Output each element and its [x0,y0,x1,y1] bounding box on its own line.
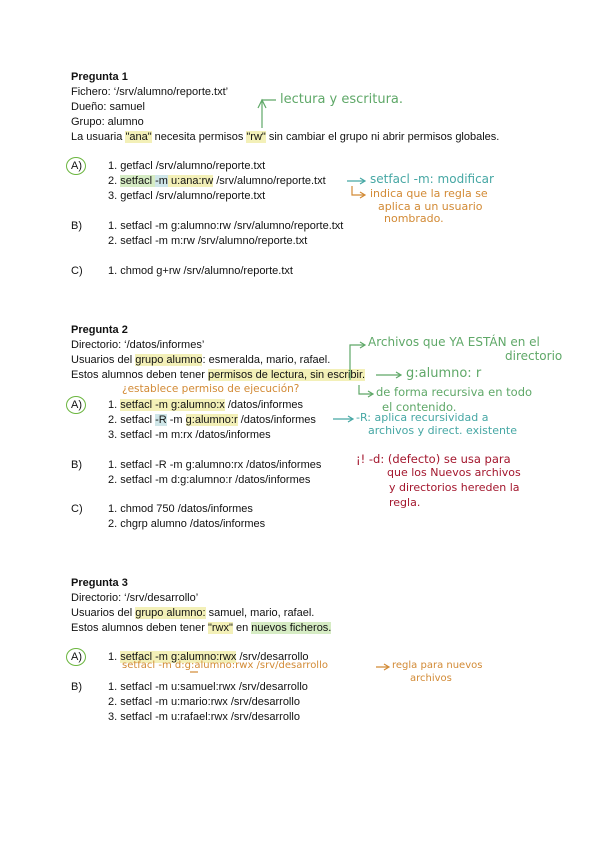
q2-a1-num: 1. [108,399,121,411]
q1-requirement [71,130,499,144]
q3-a1-acl: setfacl -m g:alumno:rwx [120,651,237,663]
q2-requirement [71,368,365,382]
note-ejecucion: ¿establece permiso de ejecución? [122,383,300,395]
q2-c-line-1: 1. chmod 750 /datos/informes [108,503,253,515]
q2-a2-acl: g:alumno:r [185,414,238,426]
hook-recursiva [359,385,373,397]
note-recursiva-1: de forma recursiva en todo [376,385,533,399]
q2-option-b-label: B) [71,459,82,471]
q1-a-line-2 [108,174,326,188]
q1-option-a-label: A) [71,160,82,172]
note-R-1: -R: aplica recursividad a [356,411,489,424]
q3-requirement [71,621,331,635]
q3-users-text-a: Usuarios del [71,607,136,619]
q2-req-text-a: Estos alumnos deben tener [71,369,208,381]
q1-a-line-3: 3. getfacl /srv/alumno/reporte.txt [108,190,266,202]
q1-file-line: Fichero: ‘/srv/alumno/reporte.txt’ [71,86,229,98]
q1-option-c-label: C) [71,265,83,277]
q2-a-line-1 [108,398,303,412]
q1-owner-line: Dueño: samuel [71,101,145,113]
q1-group-line: Grupo: alumno [71,116,144,128]
note-defecto-1: ¡! -d: (defecto) se usa para [356,452,511,466]
q1-a2-setfacl: setfacl [120,175,156,187]
note-defecto-3: y directorios hereden la [389,481,520,494]
q2-users-text-b: : esmeralda, mario, rafael. [202,354,331,366]
arrow-R-note [333,416,353,422]
q1-a2-flag: -m [155,175,168,187]
q3-a1-num: 1. [108,651,121,663]
q1-title: Pregunta 1 [71,71,128,83]
q1-option-b-label: B) [71,220,82,232]
q2-a2-num: 2. [108,414,121,426]
note-regla-1: regla para nuevos [392,660,483,671]
note-archivos-1: Archivos que YA ESTÁN en el [368,335,540,349]
q2-users-group: grupo alumno [135,354,203,366]
q2-b-line-2: 2. setfacl -m d:g:alumno:r /datos/informes [108,474,311,486]
q3-dir-line: Directorio: ‘/srv/desarrollo’ [71,592,199,604]
q2-a1-path: /datos/informes [224,399,304,411]
note-indica-2: aplica a un usuario [378,200,483,213]
q3-a1-path: /srv/desarrollo [236,651,309,663]
q1-req-text-b: necesita permisos [151,131,247,143]
q1-req-perm: "rw" [246,131,266,143]
note-indica-3: nombrado. [384,212,444,225]
note-setfacl-m: setfacl -m: modificar [370,172,494,186]
q2-a2-setfacl: setfacl [120,414,156,426]
q1-req-text-a: La usuaria [71,131,126,143]
q2-title: Pregunta 2 [71,324,128,336]
arrow-galumno [376,372,401,378]
q2-users-text-a: Usuarios del [71,354,136,366]
q3-req-perm: "rwx" [207,622,233,634]
q2-b-line-1: 1. setfacl -R -m g:alumno:rx /datos/informes [108,459,322,471]
q3-req-text-a: Estos alumnos deben tener [71,622,208,634]
note-defecto-2: que los Nuevos archivos [387,466,521,479]
q1-b-line-2: 2. setfacl -m m:rw /srv/alumno/reporte.txt [108,235,308,247]
arrow-lectura [262,100,276,128]
q2-req-highlight: permisos de lectura, sin escribir. [207,369,366,381]
q2-a2-m-flag: -m [166,414,186,426]
q1-req-text-c: sin cambiar el grupo ni abrir permisos globales. [265,131,500,143]
q3-option-a-label: A) [71,651,82,663]
q2-c-line-2: 2. chgrp alumno /datos/informes [108,518,266,530]
arrow-setfacl-note [347,178,365,184]
q1-c-line-1: 1. chmod g+rw /srv/alumno/reporte.txt [108,265,293,277]
note-R-2: archivos y direct. existente [368,424,518,437]
q3-users-text-b: samuel, mario, rafael. [205,607,315,619]
q3-b-line-2: 2. setfacl -m u:mario:rwx /srv/desarrollo [108,696,300,708]
note-recursiva-2: el contenido. [382,400,457,414]
q3-users-group: grupo alumno: [135,607,206,619]
q2-option-c-label: C) [71,503,83,515]
note-indica-1: indica que la regla se [370,187,488,200]
q2-dir-line: Directorio: ‘/datos/informes’ [71,339,205,351]
q2-users-line [71,353,330,367]
q1-b-line-1: 1. setfacl -m g:alumno:rw /srv/alumno/reporte.txt [108,220,344,232]
note-regla-2: archivos [410,673,452,684]
q3-b-line-1: 1. setfacl -m u:samuel:rwx /srv/desarrollo [108,681,308,693]
q1-a2-num: 2. [108,175,121,187]
q3-users-line [71,606,314,620]
hook-indica [352,186,365,198]
q2-a-line-3: 3. setfacl -m m:rx /datos/informes [108,429,271,441]
q1-a2-path: /srv/alumno/reporte.txt [213,175,326,187]
q2-a2-path: /datos/informes [237,414,316,426]
note-defecto-4: regla. [389,496,421,509]
q3-option-b-label: B) [71,681,82,693]
q2-a2-recursive-flag: -R [155,414,167,426]
q3-title: Pregunta 3 [71,577,128,589]
q1-a-line-1: 1. getfacl /srv/alumno/reporte.txt [108,160,266,172]
q2-a-line-2 [108,413,316,427]
note-galumno-r: g:alumno: r [406,366,482,381]
q2-option-a-label: A) [71,399,82,411]
q1-a2-acl: u:ana:rw [167,175,214,187]
note-lectura-escritura: lectura y escritura. [280,92,404,107]
q2-a1-acl: setfacl -m g:alumno:x [120,399,225,411]
arrow-regla [376,664,389,670]
q3-b-line-3: 3. setfacl -m u:rafael:rwx /srv/desarrollo [108,711,300,723]
q1-req-user: "ana" [125,131,152,143]
note-archivos-2: directorio [505,349,563,363]
q3-req-highlight: nuevos ficheros. [251,622,332,634]
note-setfacl-default: setfacl -m d:g:alumno:rwx /srv/desarrollo [122,660,328,671]
q3-req-text-b: en [232,622,252,634]
